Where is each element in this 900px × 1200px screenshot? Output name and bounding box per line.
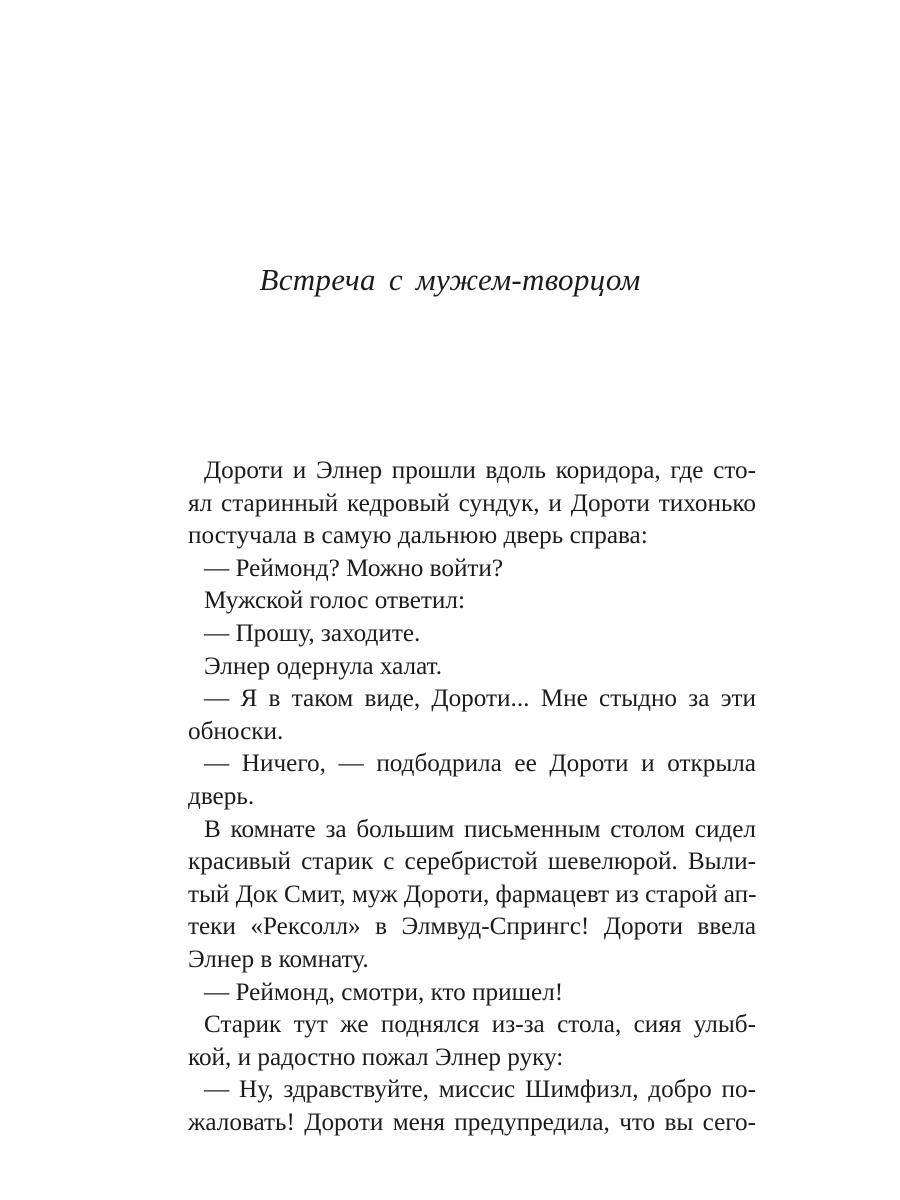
text-line: жаловать! Дороти меня предупредила, что вы сего- — [188, 1108, 756, 1136]
body-text — [188, 455, 756, 1139]
text-line: кой, и радостно пожал Элнер руку: — [188, 1043, 564, 1071]
text-line: — Прошу, заходите. — [204, 619, 421, 647]
text-line: обноски. — [188, 717, 284, 745]
text-line: — Я в таком виде, Дороти... Мне стыдно за эти — [204, 685, 756, 713]
text-line: Элнер одернула халат. — [204, 652, 443, 680]
text-line: В комнате за большим письменным столом сидел — [204, 815, 756, 843]
text-line: красивый старик с серебристой шевелюрой. Выли- — [188, 848, 756, 876]
text-line: — Реймонд? Можно войти? — [204, 554, 504, 582]
text-line: — Реймонд, смотри, кто пришел! — [204, 978, 564, 1006]
text-line: ял старинный кедровый сундук, и Дороти тихонько — [188, 489, 756, 517]
text-line: — Ну, здравствуйте, миссис Шимфизл, добро по- — [204, 1076, 756, 1104]
text-line: Дороти и Элнер прошли вдоль коридора, где сто- — [204, 457, 756, 484]
text-line: теки «Рексолл» в Элмвуд-Спрингс! Дороти ввела — [188, 913, 756, 941]
text-line: Мужской голос ответил: — [204, 587, 465, 615]
text-line: — Ничего, — подбодрила ее Дороти и открыла — [204, 750, 756, 778]
text-line: постучала в самую дальнюю дверь справа: — [188, 522, 648, 550]
text-line: Элнер в комнату. — [188, 945, 369, 973]
chapter-title: Встреча с мужем-творцом — [259, 262, 641, 297]
text-line: дверь. — [188, 782, 255, 810]
text-line: тый Док Смит, муж Дороти, фармацевт из старой ап- — [188, 880, 757, 908]
text-line: Старик тут же поднялся из-за стола, сияя улыб- — [204, 1011, 756, 1039]
